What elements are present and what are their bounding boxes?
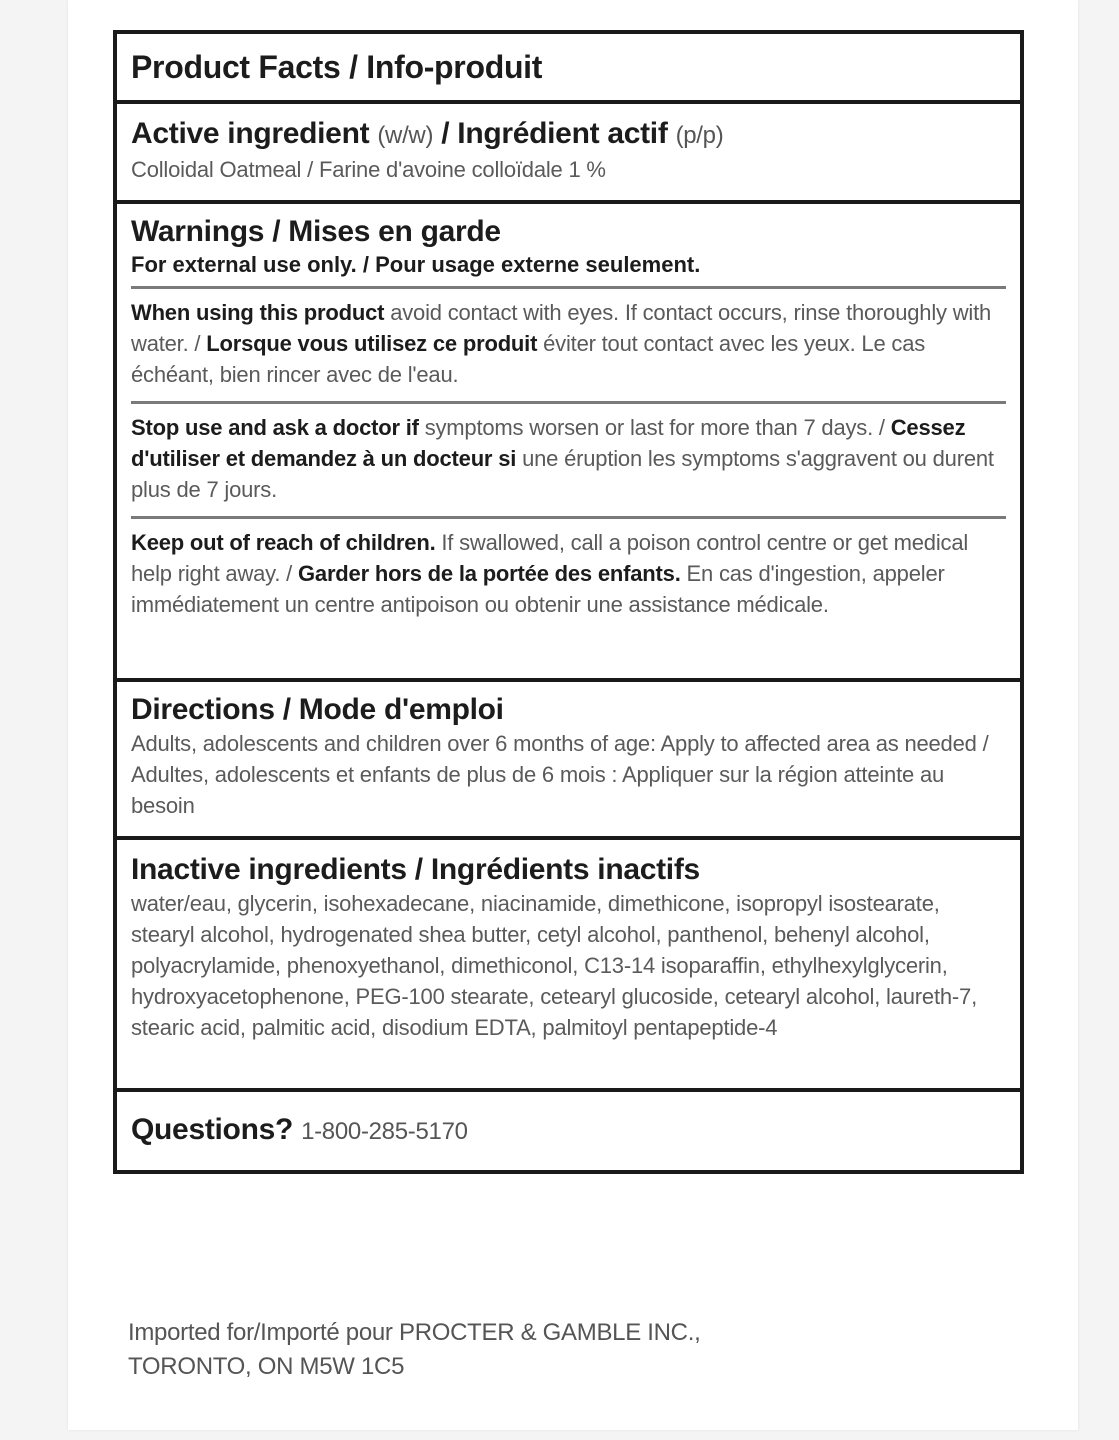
active-heading-en: Active ingredient xyxy=(131,117,370,150)
product-facts-box xyxy=(113,30,1024,1174)
active-ingredient-heading xyxy=(131,116,1006,154)
active-ingredient-text: Colloidal Oatmeal / Farine d'avoine colloïdale 1 % xyxy=(131,157,606,182)
stop-use-bold-fr: Cessez d'utiliser et demandez à un docteur si xyxy=(131,415,966,471)
importer-line-1: Imported for/Importé pour PROCTER & GAMBLE INC., xyxy=(128,1319,701,1346)
questions-line xyxy=(131,1112,468,1150)
keep-out-body-en: If swallowed, call a poison control centre or get medical help right away. / xyxy=(131,530,969,586)
stop-use-body-fr: une éruption les symptoms s'aggravent ou durent plus de 7 jours. xyxy=(131,446,994,502)
active-unit-en: (w/w) xyxy=(377,122,434,149)
when-using-body-en: avoid contact with eyes. If contact occurs, rinse thoroughly with water. / xyxy=(131,300,992,356)
inactive-ingredients-section xyxy=(117,836,1020,1088)
inactive-ingredients-heading: Inactive ingredients / Ingrédients inactifs xyxy=(131,853,700,886)
importer-footer xyxy=(128,1316,700,1384)
when-using-bold-fr: Lorsque vous utilisez ce produit xyxy=(206,331,538,356)
when-using-body-fr: éviter tout contact avec les yeux. Le cas échéant, bien rincer avec de l'eau. xyxy=(131,331,926,387)
directions-heading: Directions / Mode d'emploi xyxy=(131,693,504,726)
facts-title-section xyxy=(117,34,1020,100)
keep-out-bold-fr: Garder hors de la portée des enfants. xyxy=(298,561,681,586)
active-unit-fr: (p/p) xyxy=(675,122,724,149)
facts-title: Product Facts / Info-produit xyxy=(131,49,543,85)
keep-out-text xyxy=(131,519,1006,620)
keep-out-bold-en: Keep out of reach of children. xyxy=(131,530,436,555)
questions-phone: 1-800-285-5170 xyxy=(301,1118,468,1145)
external-use-text: For external use only. / Pour usage externe seulement. xyxy=(131,252,701,277)
when-using-text xyxy=(131,289,1006,395)
keep-out-body-fr: En cas d'ingestion, appeler immédiatement un centre antipoison ou obtenir une assistance médicale. xyxy=(131,561,945,617)
warnings-heading: Warnings / Mises en garde xyxy=(131,215,501,248)
stop-use-text xyxy=(131,404,1006,510)
active-heading-sep: / xyxy=(433,117,458,150)
active-ingredient-section xyxy=(117,100,1020,200)
questions-section xyxy=(117,1088,1020,1170)
directions-section xyxy=(117,678,1020,836)
inactive-ingredients-text: water/eau, glycerin, isohexadecane, niacinamide, dimethicone, isopropyl isostearate, stearyl alcohol, hydrogenated shea butter, cetyl alcohol, panthenol, behenyl alcohol, polyacrylamide, phenoxyethanol, dimethiconol, C13-14 isoparaffin, ethylhexylglycerin, hydroxyacetophenone, PEG-100 stearate, cetearyl glucoside, cetearyl alcohol, laureth-7, stearic acid, palmitic acid, disodium EDTA, palmitoyl pentapeptide-4 xyxy=(131,891,977,1040)
stop-use-bold-en: Stop use and ask a doctor if xyxy=(131,415,419,440)
importer-line-2: TORONTO, ON M5W 1C5 xyxy=(128,1353,405,1380)
directions-text: Adults, adolescents and children over 6 months of age: Apply to affected area as needed / Adultes, adolescents et enfants de plus de 6 mois : Appliquer sur la région atteinte au besoin xyxy=(131,731,989,818)
questions-label: Questions? xyxy=(131,1113,294,1146)
active-heading-fr: Ingrédient actif xyxy=(457,117,668,150)
when-using-bold-en: When using this product xyxy=(131,300,385,325)
stop-use-body-en: symptoms worsen or last for more than 7 days. / xyxy=(418,415,891,440)
warnings-section xyxy=(117,200,1020,678)
